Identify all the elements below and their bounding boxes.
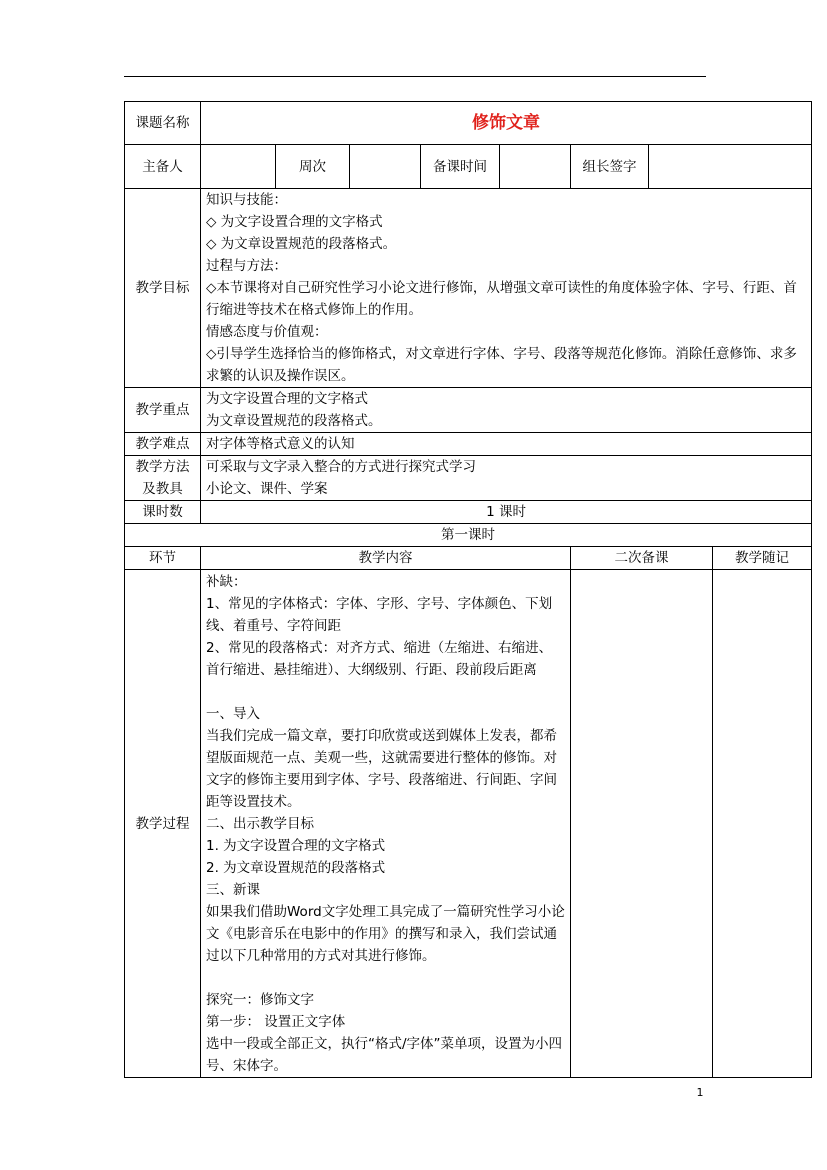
methods-line: 可采取与文字录入整合的方式进行探究式学习 <box>206 459 476 475</box>
process-line: 一、导入 <box>206 706 260 722</box>
methods-label-line: 教学方法 <box>135 459 190 475</box>
process-line: 1、常见的字体格式：字体、字形、字号、字体颜色、下划线、着重号、字符间距 <box>206 596 553 634</box>
objectives-line: ◇ 为文章设置规范的段落格式。 <box>206 236 397 252</box>
process-line: 探究一：修饰文字 <box>206 992 314 1008</box>
session-row <box>125 524 812 547</box>
objectives-line: 过程与方法： <box>206 258 287 274</box>
objectives-line: 知识与技能： <box>206 192 287 208</box>
difficulties-label: 教学难点 <box>125 433 201 456</box>
title-row <box>125 102 812 145</box>
objectives-line: ◇引导学生选择恰当的修饰格式，对文章进行字体、字号、段落等规范化修饰。消除任意修饰、求多求繁的认识及操作误区。 <box>206 346 797 384</box>
difficulties-content: 对字体等格式意义的认知 <box>201 433 812 456</box>
prep-time-label: 备课时间 <box>421 145 500 189</box>
column-content: 教学内容 <box>201 547 571 570</box>
hours-label: 课时数 <box>125 501 201 524</box>
column-stage: 环节 <box>125 547 201 570</box>
process-line: 三、新课 <box>206 882 260 898</box>
lesson-title: 修饰文章 <box>201 102 812 145</box>
title-label: 课题名称 <box>125 102 201 145</box>
columns-row <box>125 547 812 570</box>
methods-content <box>201 456 812 501</box>
process-label: 教学过程 <box>125 570 201 1078</box>
objectives-content <box>201 189 812 388</box>
methods-row <box>125 456 812 501</box>
process-row <box>125 570 812 1078</box>
objectives-line: 情感态度与价值观： <box>206 324 328 340</box>
objectives-label: 教学目标 <box>125 189 201 388</box>
page-number: 1 <box>696 1086 704 1099</box>
hours-row <box>125 501 812 524</box>
process-blank-line <box>206 681 565 703</box>
methods-label-line: 及教具 <box>142 481 183 497</box>
objectives-line: ◇ 为文字设置合理的文字格式 <box>206 214 383 230</box>
objectives-line: ◇本节课将对自己研究性学习小论文进行修饰，从增强文章可读性的角度体验字体、字号、行距、首行缩进等技术在格式修饰上的作用。 <box>206 280 797 318</box>
process-blank-line <box>206 967 565 989</box>
week-value <box>350 145 421 189</box>
key-points-row <box>125 388 812 433</box>
info-row <box>125 145 812 189</box>
difficulties-row <box>125 433 812 456</box>
notes-cell <box>713 570 812 1078</box>
process-line: 当我们完成一篇文章，要打印欣赏或送到媒体上发表，都希望版面规范一点、美观一些，这就需要进行整体的修饰。对文字的修饰主要用到字体、字号、段落缩进、行间距、字间距等设置技术。 <box>206 728 557 810</box>
process-line: 2、常见的段落格式：对齐方式、缩进（左缩进、右缩进、首行缩进、悬挂缩进）、大纲级别、行距、段前段后距离 <box>206 640 553 678</box>
methods-line: 小论文、课件、学案 <box>206 481 328 497</box>
lesson-plan-table <box>124 101 812 1078</box>
second-prep-cell <box>571 570 713 1078</box>
preparer-value <box>201 145 276 189</box>
prep-time-value <box>500 145 571 189</box>
preparer-label: 主备人 <box>125 145 201 189</box>
objectives-row <box>125 189 812 388</box>
column-second-prep: 二次备课 <box>571 547 713 570</box>
process-line: 1. 为文字设置合理的文字格式 <box>206 838 386 854</box>
key-points-label: 教学重点 <box>125 388 201 433</box>
key-points-content <box>201 388 812 433</box>
process-line: 补缺： <box>206 574 247 590</box>
methods-label <box>125 456 201 501</box>
leader-sign-label: 组长签字 <box>571 145 649 189</box>
key-point-line: 为文字设置合理的文字格式 <box>206 391 368 407</box>
header-rule <box>124 76 706 77</box>
week-label: 周次 <box>276 145 350 189</box>
key-point-line: 为文章设置规范的段落格式。 <box>206 413 382 429</box>
process-line: 2. 为文章设置规范的段落格式 <box>206 860 386 876</box>
hours-value: 1 课时 <box>201 501 812 524</box>
process-line: 二、出示教学目标 <box>206 816 314 832</box>
process-line: 第一步： 设置正文字体 <box>206 1014 346 1030</box>
process-content <box>201 570 571 1078</box>
column-notes: 教学随记 <box>713 547 812 570</box>
leader-sign-value <box>649 145 812 189</box>
process-line: 如果我们借助Word文字处理工具完成了一篇研究性学习小论文《电影音乐在电影中的作用》的撰写和录入，我们尝试通过以下几种常用的方式对其进行修饰。 <box>206 904 565 964</box>
process-line: 选中一段或全部正文，执行“格式/字体”菜单项，设置为小四号、宋体字。 <box>206 1036 563 1074</box>
session-header: 第一课时 <box>125 524 812 547</box>
